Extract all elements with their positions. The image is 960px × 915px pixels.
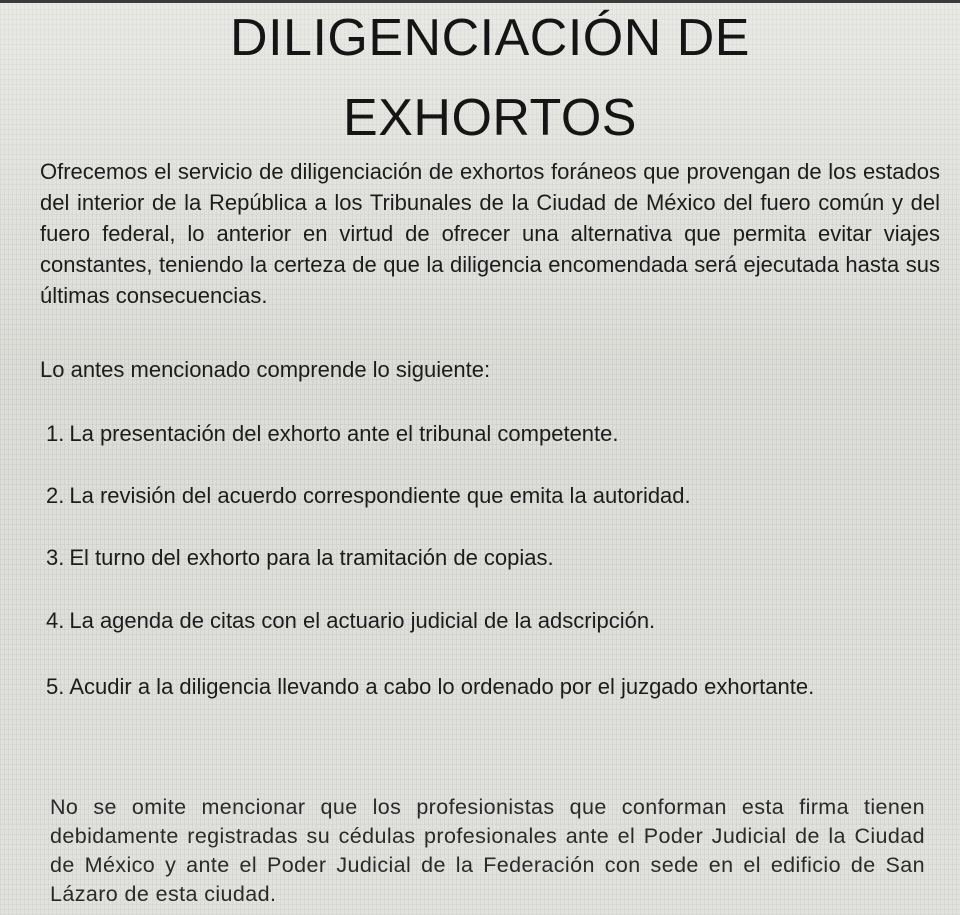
list-item [46, 481, 691, 511]
list-item-text: La presentación del exhorto ante el tribunal competente. [69, 421, 619, 446]
list-item-text: Acudir a la diligencia llevando a cabo lo ordenado por el juzgado exhortante. [69, 674, 815, 699]
list-lead-text: Lo antes mencionado comprende lo siguiente: [40, 357, 491, 382]
list-item-number: 3. [46, 545, 65, 570]
list-item [46, 606, 655, 636]
closing-paragraph: No se omite mencionar que los profesionistas que conforman esta firma tienen debidamente registradas su cédulas profesionales ante el Poder Judicial de la Ciudad de México y ante el Poder Judicial de la Federación con sede en el edificio de San Lázaro de esta ciudad. [50, 795, 925, 906]
list-item [46, 672, 814, 702]
list-item-text: La revisión del acuerdo correspondiente que emita la autoridad. [69, 483, 691, 508]
top-border-line [0, 0, 960, 3]
list-item-number: 4. [46, 608, 65, 633]
list-item [46, 543, 554, 573]
list-item-number: 5. [46, 674, 65, 699]
list-item-number: 1. [46, 421, 65, 446]
list-item [46, 419, 619, 449]
document-title-line-2: EXHORTOS [343, 89, 637, 147]
list-item-text: El turno del exhorto para la tramitación de copias. [69, 545, 554, 570]
document-title-line-1: DILIGENCIACIÓN DE [230, 9, 750, 67]
list-item-number: 2. [46, 483, 65, 508]
list-item-text: La agenda de citas con el actuario judicial de la adscripción. [69, 608, 656, 633]
intro-paragraph: Ofrecemos el servicio de diligenciación de exhortos foráneos que provengan de los estados del interior de la República a los Tribunales de la Ciudad de México del fuero común y del fuero federal, lo anterior en virtud de ofrecer una alternativa que permita evitar viajes constantes, teniendo la certeza de que la diligencia encomendada será ejecutada hasta sus últimas consecuencias. [40, 159, 940, 308]
